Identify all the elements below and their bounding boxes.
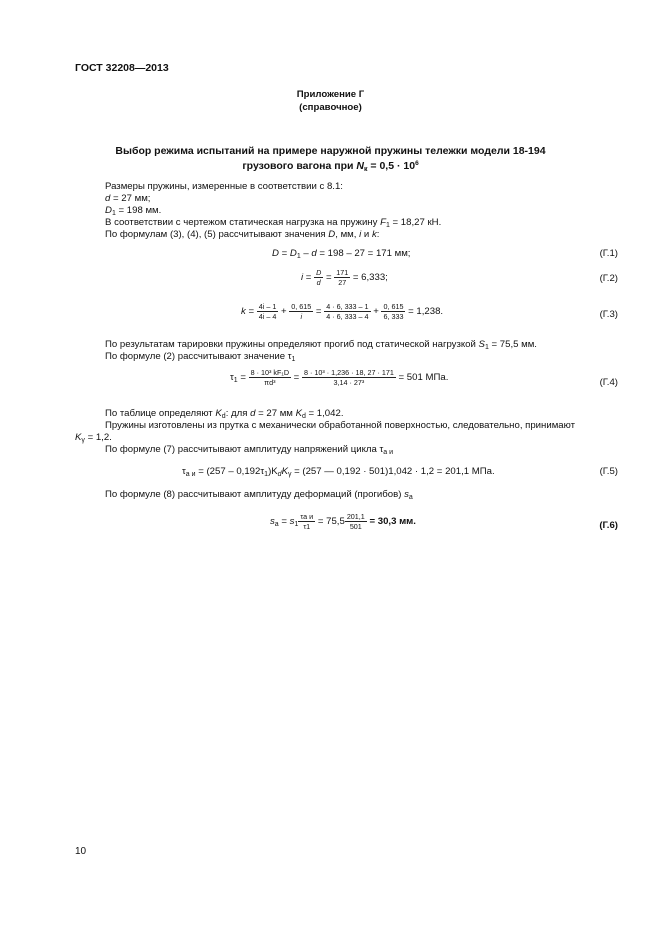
equation-number-g1: (Г.1) [599, 248, 618, 259]
formulas-line: По формулам (3), (4), (5) рассчитывают значения D, мм, i и k: [105, 229, 380, 240]
equation-number-g4: (Г.4) [599, 377, 618, 388]
tare-line: По результатам тарировки пружины определяют прогиб под статической нагрузкой $S_1 = 75,5$ мм. [105, 339, 537, 351]
equation-g1: $D = D_1 - d = 198 - 27 = 171$ мм; [272, 248, 411, 260]
section-title-line1: Выбор режима испытаний на примере наружной пружины тележки модели 18-194 [115, 145, 546, 157]
appendix-subtitle: (справочное) [299, 102, 362, 113]
section-title-line2: грузового вагона при $N_к = 0,5 \cdot 10^6$ [242, 160, 419, 173]
page-number: 10 [75, 846, 87, 857]
formula8-line: По формуле (8) рассчитывают амплитуду деформаций (прогибов) $s_a$ [105, 489, 413, 501]
equation-g4: $\tau_1$ = $\frac{\text{8 · 10³ kF₁D}}{\text{πd³}}$ = $\frac{\text{8 · 10³ · 1,236 · 18, 27 · 171}}{\text{3,14 · 27³}}$ = 501 МПа. [230, 368, 449, 387]
intro-text: Размеры пружины, измеренные в соответствии с 8.1: [105, 181, 343, 192]
appendix-title: Приложение Г [296, 89, 365, 100]
equation-g5: $\tau_{а и} = (257 - 0,192\tau_1)K_dK_\gamma = (257$ — 0,192 · 501)1,042 · 1,2 = 201,1 МПа. [182, 466, 495, 478]
springs-paragraph: Пружины изготовлены из прутка с механически обработанной поверхностью, следовательно, принимают [105, 420, 576, 431]
formula7-line: По формуле (7) рассчитывают амплитуду напряжений цикла $\tau_{а и}$ [105, 444, 394, 456]
document-header: ГОСТ 32208—2013 [75, 62, 169, 74]
formula2-line: По формуле (2) рассчитывают значение $\tau_1$ [105, 351, 296, 363]
equation-number-g6: (Г.6) [599, 520, 618, 531]
D1-line: $D_1 = 198$ мм. [105, 205, 162, 217]
equation-number-g5: (Г.5) [599, 466, 618, 477]
d-line: d = 27 мм; [105, 193, 151, 204]
load-line: В соответствии с чертежом статическая нагрузка на пружину $F_1 = 18,27$ кН. [105, 217, 442, 229]
table-line: По таблице определяют $K_d$: для d = 27 мм $K_d = 1,042$. [105, 408, 344, 420]
springs-line2: $K_\gamma = 1,2$. [75, 432, 112, 444]
equation-number-g3: (Г.3) [599, 309, 618, 320]
equation-g2: i = $\frac{D}{d}$ = $\frac{171}{27}$ = 6,333; [301, 268, 388, 287]
equation-number-g2: (Г.2) [599, 273, 618, 284]
equation-g3: k = $\frac{4i - 1}{4i - 4}$ + $\frac{0, 615}{i}$ = $\frac{4 \cdot 6, 333 - 1}{4 \cdot 6, 333 - 4}$ + $\frac{0, 615}{6, 333}$ = 1,238. [241, 302, 444, 321]
equation-g6: $s_a = s_1$ τа и τ1 = 75,5 $\frac{201,1}{501}$ = 30,3 мм. [270, 512, 416, 531]
